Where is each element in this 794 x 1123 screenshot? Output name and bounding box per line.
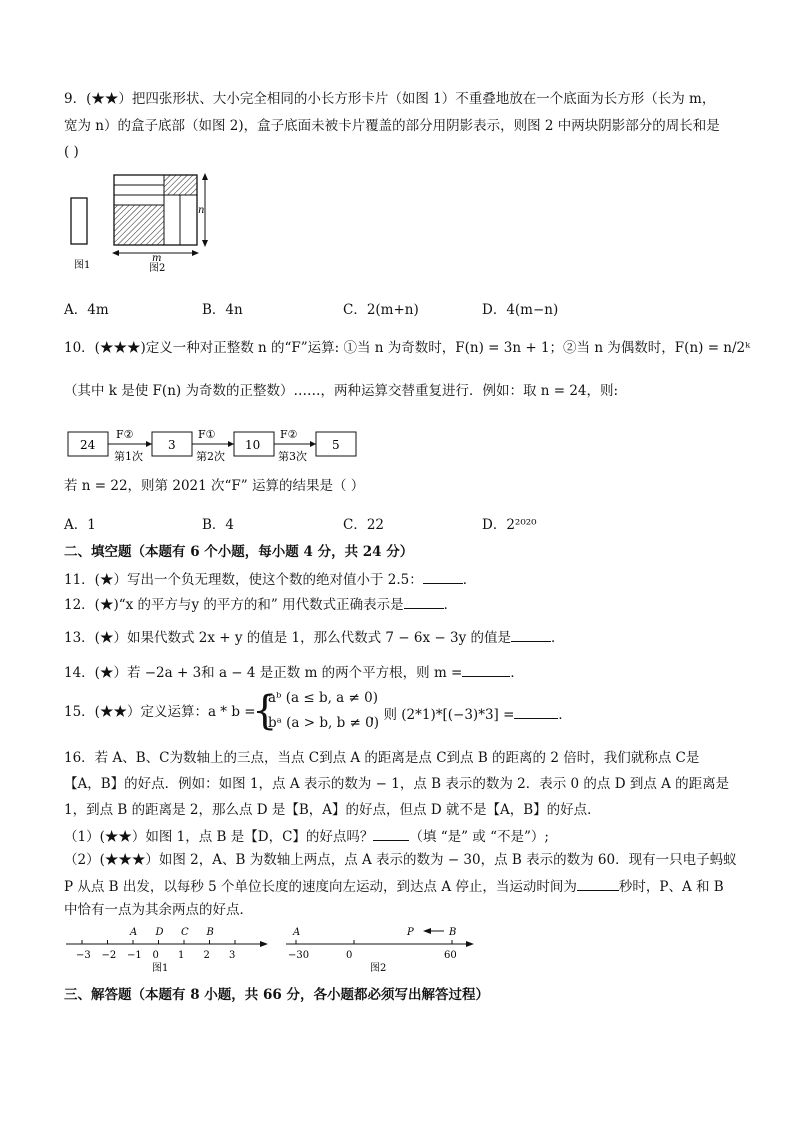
q15-prefix: 15．(★★）定义运算：a * b = bbox=[64, 704, 256, 720]
q16-line3: 1，到点 B 的距离是 2，那么点 D 是【B，A】的好点，但点 D 就不是【A，B】的好点． bbox=[64, 802, 601, 818]
q16-sub1 bbox=[64, 826, 549, 846]
flow-op-1: F② bbox=[116, 428, 134, 441]
q16-sub2c: 中恰有一点为其余两点的好点． bbox=[64, 902, 253, 918]
fig2-shade-bottom bbox=[114, 205, 164, 245]
nl1-tick-label: 3 bbox=[229, 950, 236, 961]
q9-option-a: A．4m bbox=[64, 302, 109, 318]
q10-option-d: D．2²⁰²⁰ bbox=[482, 517, 537, 533]
q10-line1: 10．(★★★)定义一种对正整数 n 的“F”运算: ①当 n 为奇数时，F(n) = 3n + 1；②当 n 为偶数时，F(n) = n/2ᵏ bbox=[64, 340, 751, 356]
q11-blank[interactable] bbox=[423, 569, 463, 584]
q16-sub2b-pre: P 从点 B 出发，以每秒 5 个单位长度的速度向左运动，到达点 A 停止，当运动时间为 bbox=[64, 879, 577, 895]
q14-blank[interactable] bbox=[462, 662, 510, 677]
nl2-tick-label: 60 bbox=[444, 950, 457, 961]
q10-option-b: B．4 bbox=[202, 517, 235, 533]
q16-sub1-text: （1）(★★）如图 1，点 B 是【D，C】的好点吗？ bbox=[64, 829, 374, 845]
nl2-tick-label: −30 bbox=[288, 950, 310, 961]
nl1-point-label: C bbox=[181, 927, 189, 938]
nl1-tick-label: 0 bbox=[152, 950, 159, 961]
m-label: m bbox=[152, 253, 162, 264]
q12-blank[interactable] bbox=[404, 594, 444, 609]
q14: 14．(★）若 −2a + 3和 a − 4 是正数 m 的两个平方根，则 m = ． bbox=[64, 662, 524, 682]
flow-box-2-text: 3 bbox=[168, 438, 176, 452]
q16-sub2b bbox=[64, 876, 724, 896]
q15-case1: aᵇ (a ≤ b, a ≠ 0) bbox=[268, 690, 378, 706]
q11-text: 11．(★）写出一个负无理数，使这个数的绝对值小于 2.5： bbox=[64, 572, 423, 588]
q13-blank[interactable] bbox=[511, 627, 551, 642]
q9-option-b: B．4n bbox=[202, 302, 243, 318]
q16-line2: 【A，B】的好点．例如：如图 1，点 A 表示的数为 − 1，点 B 表示的数为 2．表示 0 的点 D 到点 A 的距离是 bbox=[64, 776, 730, 792]
q12-text: 12．(★)“x 的平方与y 的平方的和” 用代数式正确表示是 bbox=[64, 597, 404, 613]
flow-step-2: 第2次 bbox=[196, 450, 225, 463]
nl1-point-label: B bbox=[206, 927, 214, 938]
q15-blank[interactable] bbox=[514, 704, 558, 719]
flow-box-1-text: 24 bbox=[80, 438, 96, 452]
nl2-tick-label: 0 bbox=[346, 950, 353, 961]
q10-line2: （其中 k 是使 F(n) 为奇数的正整数）……，两种运算交替重复进行．例如：取 n = 24，则: bbox=[64, 383, 619, 399]
q15-case2: bᵃ (a > b, b ≠ 0) bbox=[268, 715, 379, 731]
nl1-tick-label: −2 bbox=[101, 950, 117, 961]
nl1-tick-label: 1 bbox=[178, 950, 185, 961]
nl1-tick-label: −3 bbox=[76, 950, 91, 961]
q9-line1: 9．(★★）把四张形状、大小完全相同的小长方形卡片（如图 1）不重叠地放在一个底面为长方形（长为 m， bbox=[64, 91, 716, 107]
q9-option-d: D．4(m−n) bbox=[482, 302, 559, 318]
q9-line3: ( ) bbox=[64, 144, 79, 160]
nl2-point-label: B bbox=[449, 927, 457, 938]
nl1-point-label: A bbox=[130, 927, 138, 938]
q16-sub2b-blank[interactable] bbox=[577, 876, 619, 891]
q16-sub1-blank[interactable] bbox=[373, 826, 409, 841]
q16-number-line-1 bbox=[64, 922, 274, 974]
fig2-label: 图2 bbox=[149, 263, 166, 274]
flow-step-3: 第3次 bbox=[278, 450, 307, 463]
flow-box-3-text: 10 bbox=[245, 438, 261, 452]
flow-op-2: F① bbox=[198, 428, 216, 441]
q15-brace: { bbox=[252, 688, 278, 734]
q16-sub2b-post: 秒时，P、A 和 B bbox=[618, 879, 724, 895]
nl1-label: 图1 bbox=[152, 963, 169, 974]
nl1-tick-label: −1 bbox=[127, 950, 142, 961]
q13: 13．(★）如果代数式 2x + y 的值是 1，那么代数式 7 − 6x − 3y 的值是 ． bbox=[64, 627, 565, 647]
flow-box-4-text: 5 bbox=[332, 438, 340, 452]
q15-tail: ，则 (2*1)*[(−3)*3] = ． bbox=[370, 703, 572, 723]
nl2-point-label: P bbox=[407, 927, 414, 938]
section3-heading: 三、解答题（本题有 8 小题，共 66 分，各小题都必须写出解答过程） bbox=[64, 987, 489, 1003]
fig1-card bbox=[71, 198, 87, 244]
q16-sub1-end: （填 “是” 或 “不是”）; bbox=[409, 829, 549, 845]
nl1-tick-label: 2 bbox=[203, 950, 210, 961]
q11: 11．(★）写出一个负无理数，使这个数的绝对值小于 2.5： ． bbox=[64, 569, 476, 589]
nl1-point-label: D bbox=[155, 927, 164, 938]
fig1-label: 图1 bbox=[74, 260, 91, 271]
q15 bbox=[64, 703, 256, 721]
q15-suffix: ，则 (2*1)*[(−3)*3] = bbox=[370, 707, 515, 723]
q14-text: 14．(★）若 −2a + 3和 a − 4 是正数 m 的两个平方根，则 m = bbox=[64, 665, 463, 681]
fig2-shade-top bbox=[164, 175, 197, 195]
q16-number-line-2 bbox=[284, 922, 484, 974]
flow-op-3: F② bbox=[280, 428, 298, 441]
q16-line1: 16．若 A、B、C为数轴上的三点，当点 C到点 A 的距离是点 C到点 B 的距离的 2 倍时，我们就称点 C是 bbox=[64, 750, 700, 766]
q12: 12．(★)“x 的平方与y 的平方的和” 用代数式正确表示是 ． bbox=[64, 594, 457, 614]
q10-option-a: A．1 bbox=[64, 517, 96, 533]
n-label: n bbox=[198, 205, 205, 216]
q9-option-c: C．2(m+n) bbox=[343, 302, 419, 318]
q9-figure bbox=[64, 168, 224, 278]
section2-heading: 二、填空题（本题有 6 个小题，每小题 4 分，共 24 分） bbox=[64, 544, 414, 560]
q16-sub2a: （2）(★★★）如图 2，A、B 为数轴上两点，点 A 表示的数为 − 30，点 B 表示的数为 60．现有一只电子蚂蚁 bbox=[64, 852, 737, 868]
q10-flow-diagram bbox=[64, 422, 364, 468]
nl2-label: 图2 bbox=[370, 963, 387, 974]
q10-line3: 若 n = 22，则第 2021 次“F” 运算的结果是（ ） bbox=[64, 478, 365, 494]
flow-step-1: 第1次 bbox=[114, 450, 143, 463]
nl2-point-label: A bbox=[293, 927, 301, 938]
q10-option-c: C．22 bbox=[343, 517, 385, 533]
q13-text: 13．(★）如果代数式 2x + y 的值是 1，那么代数式 7 − 6x − 3y 的值是 bbox=[64, 630, 512, 646]
q9-line2: 宽为 n）的盒子底部（如图 2)，盒子底面未被卡片覆盖的部分用阴影表示，则图 2 中两块阴影部分的周长和是 bbox=[64, 118, 720, 134]
